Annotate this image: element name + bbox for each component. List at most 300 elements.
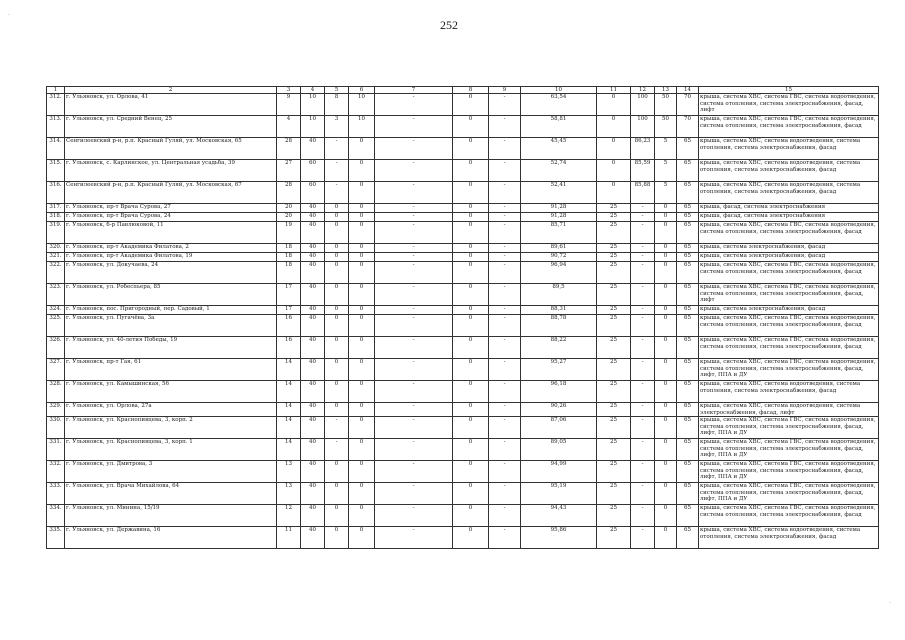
col-5-cell: 0	[325, 253, 349, 262]
col-6-cell: 0	[349, 439, 375, 461]
col-12-cell: -	[631, 222, 655, 244]
col-9-cell: -	[489, 94, 521, 116]
row-number-cell: 319.	[47, 222, 65, 244]
col-3-cell: 13	[277, 483, 301, 505]
col-12-cell: -	[631, 381, 655, 403]
col-3-cell: 9	[277, 94, 301, 116]
col-3-cell: 16	[277, 315, 301, 337]
col-4-cell: 40	[301, 213, 325, 222]
col-11-cell: 25	[597, 262, 631, 284]
col-9-cell: -	[489, 359, 521, 381]
works-list-cell: крыша, система ХВС, система ГВС, система водоотведения, система отопления, система электроснабжения, фасад, лифт, ППА и ДУ	[699, 461, 879, 483]
col-13-cell: 0	[655, 483, 677, 505]
table-row	[47, 381, 879, 403]
col-7-cell: -	[375, 222, 453, 244]
col-3-cell: 18	[277, 262, 301, 284]
col-10-cell: 85,71	[521, 222, 597, 244]
col-12-cell: 86,23	[631, 138, 655, 160]
col-13-cell: 0	[655, 315, 677, 337]
col-4-cell: 40	[301, 381, 325, 403]
address-cell: г. Ульяновск, ул. Дмитрова, 3	[65, 461, 277, 483]
col-4-cell: 40	[301, 417, 325, 439]
row-number-cell: 325.	[47, 315, 65, 337]
address-cell: г. Ульяновск, ул. Краснопивцева, 3, корп. 2	[65, 417, 277, 439]
col-14-cell: 65	[677, 204, 699, 213]
col-9-cell: -	[489, 381, 521, 403]
col-12-cell: 85,88	[631, 182, 655, 204]
row-number-cell: 316.	[47, 182, 65, 204]
col-6-cell: 0	[349, 403, 375, 417]
col-7-cell: -	[375, 160, 453, 182]
col-9-cell: -	[489, 138, 521, 160]
table-row	[47, 337, 879, 359]
address-cell: г. Ульяновск, ул. 40-летия Победы, 19	[65, 337, 277, 359]
col-5-cell: 0	[325, 222, 349, 244]
col-3-cell: 14	[277, 381, 301, 403]
col-7-cell: -	[375, 461, 453, 483]
col-5-cell: -	[325, 160, 349, 182]
col-11-cell: 0	[597, 182, 631, 204]
works-list-cell: крыша, фасад, система электроснабжения	[699, 204, 879, 213]
col-5-cell: 0	[325, 213, 349, 222]
table-row	[47, 204, 879, 213]
works-list-cell: крыша, система ХВС, система ГВС, система водоотведения, система отопления, система электроснабжения, фасад, лифт, ППА и ДУ	[699, 359, 879, 381]
col-13-cell: 0	[655, 417, 677, 439]
address-cell: г. Ульяновск, ул. Краснопивцева, 3, корп. 1	[65, 439, 277, 461]
col-13-cell: 0	[655, 253, 677, 262]
col-8-cell: 0	[453, 244, 489, 253]
col-13-cell: 0	[655, 403, 677, 417]
col-6-cell: 0	[349, 461, 375, 483]
col-11-cell: 25	[597, 483, 631, 505]
address-cell: г. Ульяновск, ул. Докучаева, 24	[65, 262, 277, 284]
col-14-cell: 65	[677, 244, 699, 253]
column-number-cell: 8	[453, 87, 489, 94]
table-row	[47, 527, 879, 549]
col-8-cell: 0	[453, 359, 489, 381]
col-14-cell: 70	[677, 94, 699, 116]
col-12-cell: -	[631, 417, 655, 439]
col-8-cell: 0	[453, 138, 489, 160]
col-10-cell: 88,31	[521, 306, 597, 315]
scan-mark: ·	[889, 600, 891, 607]
col-14-cell: 65	[677, 262, 699, 284]
row-number-cell: 324.	[47, 306, 65, 315]
row-number-cell: 323.	[47, 284, 65, 306]
col-13-cell: 0	[655, 222, 677, 244]
col-14-cell: 65	[677, 315, 699, 337]
col-12-cell: 100	[631, 94, 655, 116]
column-number-cell: 10	[521, 87, 597, 94]
works-list-cell: крыша, система ХВС, система водоотведения, система электроснабжения, фасад, лифт	[699, 403, 879, 417]
col-14-cell: 65	[677, 461, 699, 483]
col-8-cell: 0	[453, 417, 489, 439]
col-6-cell: 0	[349, 262, 375, 284]
column-number-cell: 3	[277, 87, 301, 94]
table-row	[47, 222, 879, 244]
col-10-cell: 96,94	[521, 262, 597, 284]
col-5-cell: -	[325, 417, 349, 439]
col-14-cell: 65	[677, 337, 699, 359]
row-number-cell: 313.	[47, 116, 65, 138]
works-list-cell: крыша, система ХВС, система водоотведения, система отопления, система электроснабжения, фасад	[699, 381, 879, 403]
col-11-cell: 25	[597, 222, 631, 244]
col-3-cell: 4	[277, 116, 301, 138]
column-number-cell: 2	[65, 87, 277, 94]
address-cell: г. Ульяновск, ул. Орлова, 27а	[65, 403, 277, 417]
col-14-cell: 65	[677, 403, 699, 417]
col-3-cell: 12	[277, 505, 301, 527]
col-12-cell: -	[631, 284, 655, 306]
col-10-cell: 58,81	[521, 116, 597, 138]
col-4-cell: 40	[301, 306, 325, 315]
works-list-cell: крыша, система ХВС, система ГВС, система водоотведения, система отопления, система электроснабжения, фасад	[699, 337, 879, 359]
col-11-cell: 0	[597, 94, 631, 116]
row-number-cell: 322.	[47, 262, 65, 284]
col-3-cell: 20	[277, 213, 301, 222]
col-10-cell: 52,41	[521, 182, 597, 204]
col-13-cell: 0	[655, 284, 677, 306]
col-3-cell: 28	[277, 138, 301, 160]
column-number-cell: 7	[375, 87, 453, 94]
col-12-cell: -	[631, 337, 655, 359]
row-number-cell: 317.	[47, 204, 65, 213]
col-11-cell: 25	[597, 527, 631, 549]
col-13-cell: 50	[655, 116, 677, 138]
col-5-cell: 0	[325, 337, 349, 359]
col-10-cell: 91,28	[521, 204, 597, 213]
col-14-cell: 65	[677, 483, 699, 505]
col-4-cell: 40	[301, 222, 325, 244]
col-13-cell: 0	[655, 204, 677, 213]
row-number-cell: 329.	[47, 403, 65, 417]
row-number-cell: 333.	[47, 483, 65, 505]
col-5-cell: 0	[325, 262, 349, 284]
col-6-cell: 0	[349, 417, 375, 439]
col-8-cell: 0	[453, 116, 489, 138]
col-10-cell: 88,22	[521, 337, 597, 359]
col-6-cell: 0	[349, 182, 375, 204]
col-6-cell: 0	[349, 337, 375, 359]
col-7-cell: -	[375, 213, 453, 222]
col-4-cell: 40	[301, 505, 325, 527]
col-14-cell: 65	[677, 439, 699, 461]
col-10-cell: 89,05	[521, 439, 597, 461]
col-7-cell: -	[375, 204, 453, 213]
col-13-cell: 0	[655, 337, 677, 359]
col-11-cell: 25	[597, 253, 631, 262]
address-cell: г. Ульяновск, пр-т Академика Филатова, 2	[65, 244, 277, 253]
works-list-cell: крыша, система ХВС, система ГВС, система водоотведения, система отопления, система электроснабжения, фасад, лифт, ППА и ДУ	[699, 417, 879, 439]
col-3-cell: 19	[277, 222, 301, 244]
col-14-cell: 65	[677, 381, 699, 403]
col-4-cell: 60	[301, 182, 325, 204]
works-list-cell: крыша, система ХВС, система ГВС, система водоотведения, система отопления, система электроснабжения, фасад, лифт	[699, 94, 879, 116]
row-number-cell: 312.	[47, 94, 65, 116]
works-list-cell: крыша, система ХВС, система водоотведения, система отопления, система электроснабжения, фасад	[699, 527, 879, 549]
col-7-cell: -	[375, 253, 453, 262]
column-number-cell: 13	[655, 87, 677, 94]
col-13-cell: 5	[655, 160, 677, 182]
row-number-cell: 314.	[47, 138, 65, 160]
col-3-cell: 11	[277, 527, 301, 549]
works-list-cell: крыша, система электроснабжения, фасад	[699, 306, 879, 315]
col-7-cell: -	[375, 505, 453, 527]
col-12-cell: -	[631, 403, 655, 417]
col-6-cell: 0	[349, 204, 375, 213]
col-10-cell: 90,26	[521, 403, 597, 417]
col-13-cell: 0	[655, 439, 677, 461]
col-11-cell: 25	[597, 284, 631, 306]
col-6-cell: 0	[349, 160, 375, 182]
col-9-cell: -	[489, 403, 521, 417]
col-5-cell: 0	[325, 315, 349, 337]
column-number-cell: 14	[677, 87, 699, 94]
col-7-cell: -	[375, 94, 453, 116]
col-3-cell: 18	[277, 253, 301, 262]
col-5-cell: 0	[325, 381, 349, 403]
col-12-cell: 85,59	[631, 160, 655, 182]
col-14-cell: 65	[677, 359, 699, 381]
works-list-cell: крыша, система ХВС, система водоотведения, система отопления, система электроснабжения, фасад	[699, 160, 879, 182]
register-table	[46, 86, 879, 549]
col-11-cell: 25	[597, 244, 631, 253]
col-8-cell: 0	[453, 222, 489, 244]
col-8-cell: 0	[453, 337, 489, 359]
works-list-cell: крыша, система ХВС, система ГВС, система водоотведения, система отопления, система электроснабжения, фасад, лифт, ППА и ДУ	[699, 483, 879, 505]
col-3-cell: 14	[277, 403, 301, 417]
col-8-cell: 0	[453, 381, 489, 403]
table-row	[47, 138, 879, 160]
col-13-cell: 0	[655, 306, 677, 315]
col-14-cell: 65	[677, 222, 699, 244]
col-4-cell: 40	[301, 315, 325, 337]
col-5-cell: 8	[325, 94, 349, 116]
col-6-cell: 10	[349, 94, 375, 116]
works-list-cell: крыша, система ХВС, система водоотведения, система отопления, система электроснабжения, фасад	[699, 182, 879, 204]
column-number-cell: 15	[699, 87, 879, 94]
col-6-cell: 0	[349, 244, 375, 253]
col-8-cell: 0	[453, 182, 489, 204]
col-11-cell: 25	[597, 381, 631, 403]
col-6-cell: 0	[349, 253, 375, 262]
row-number-cell: 315.	[47, 160, 65, 182]
col-6-cell: 0	[349, 315, 375, 337]
col-12-cell: -	[631, 306, 655, 315]
col-12-cell: 100	[631, 116, 655, 138]
col-12-cell: -	[631, 505, 655, 527]
col-12-cell: -	[631, 483, 655, 505]
column-number-cell: 11	[597, 87, 631, 94]
table-row	[47, 359, 879, 381]
col-3-cell: 14	[277, 359, 301, 381]
col-5-cell: 0	[325, 359, 349, 381]
table-row	[47, 417, 879, 439]
col-9-cell: -	[489, 213, 521, 222]
col-11-cell: 25	[597, 403, 631, 417]
row-number-cell: 321.	[47, 253, 65, 262]
col-13-cell: 0	[655, 527, 677, 549]
col-4-cell: 40	[301, 527, 325, 549]
table-row	[47, 253, 879, 262]
col-10-cell: 90,72	[521, 253, 597, 262]
col-7-cell: -	[375, 244, 453, 253]
col-6-cell: 0	[349, 138, 375, 160]
column-number-cell: 4	[301, 87, 325, 94]
address-cell: г. Ульяновск, б-р Павлюковой, 11	[65, 222, 277, 244]
col-6-cell: 0	[349, 359, 375, 381]
table-row	[47, 315, 879, 337]
col-9-cell: -	[489, 116, 521, 138]
table-row	[47, 160, 879, 182]
col-9-cell: -	[489, 439, 521, 461]
col-8-cell: 0	[453, 403, 489, 417]
works-list-cell: крыша, система ХВС, система ГВС, система водоотведения, система отопления, система электроснабжения, фасад	[699, 116, 879, 138]
col-6-cell: 0	[349, 284, 375, 306]
col-8-cell: 0	[453, 213, 489, 222]
col-13-cell: 0	[655, 381, 677, 403]
table-row	[47, 284, 879, 306]
col-4-cell: 40	[301, 403, 325, 417]
address-cell: г. Ульяновск, ул. Пугачёва, 3а	[65, 315, 277, 337]
works-list-cell: крыша, система ХВС, система ГВС, система водоотведения, система отопления, система электроснабжения, фасад	[699, 222, 879, 244]
col-9-cell: -	[489, 483, 521, 505]
address-cell: г. Ульяновск, ул. Орлова, 41	[65, 94, 277, 116]
col-6-cell: 0	[349, 505, 375, 527]
col-6-cell: 0	[349, 527, 375, 549]
row-number-cell: 334.	[47, 505, 65, 527]
col-14-cell: 65	[677, 527, 699, 549]
col-11-cell: 0	[597, 138, 631, 160]
table-row	[47, 262, 879, 284]
col-12-cell: -	[631, 359, 655, 381]
address-cell: Сенгилеевский р-н, р.п. Красный Гуляй, ул. Московская, 67	[65, 182, 277, 204]
works-list-cell: крыша, система ХВС, система ГВС, система водоотведения, система отопления, система электроснабжения, фасад	[699, 262, 879, 284]
col-12-cell: -	[631, 262, 655, 284]
col-10-cell: 87,06	[521, 417, 597, 439]
col-7-cell: -	[375, 403, 453, 417]
col-10-cell: 88,78	[521, 315, 597, 337]
col-7-cell: -	[375, 116, 453, 138]
col-10-cell: 89,5	[521, 284, 597, 306]
col-14-cell: 65	[677, 253, 699, 262]
address-cell: г. Ульяновск, пос. Пригородный, пер. Садовый, 1	[65, 306, 277, 315]
col-10-cell: 89,61	[521, 244, 597, 253]
col-8-cell: 0	[453, 94, 489, 116]
column-number-cell: 6	[349, 87, 375, 94]
col-12-cell: -	[631, 315, 655, 337]
col-6-cell: 0	[349, 483, 375, 505]
col-10-cell: 45,45	[521, 138, 597, 160]
col-3-cell: 28	[277, 182, 301, 204]
col-14-cell: 65	[677, 138, 699, 160]
col-4-cell: 40	[301, 284, 325, 306]
col-5-cell: 0	[325, 244, 349, 253]
col-13-cell: 0	[655, 244, 677, 253]
col-10-cell: 95,27	[521, 359, 597, 381]
col-3-cell: 16	[277, 337, 301, 359]
col-7-cell: -	[375, 483, 453, 505]
address-cell: г. Ульяновск, пр-т Академика Филатова, 19	[65, 253, 277, 262]
address-cell: г. Ульяновск, ул. Камышинская, 56	[65, 381, 277, 403]
col-3-cell: 14	[277, 417, 301, 439]
col-4-cell: 40	[301, 461, 325, 483]
col-11-cell: 0	[597, 160, 631, 182]
col-6-cell: 0	[349, 222, 375, 244]
col-3-cell: 20	[277, 204, 301, 213]
col-14-cell: 65	[677, 505, 699, 527]
col-14-cell: 65	[677, 306, 699, 315]
col-10-cell: 95,86	[521, 527, 597, 549]
col-3-cell: 14	[277, 439, 301, 461]
address-cell: г. Ульяновск, ул. Минина, 15/19	[65, 505, 277, 527]
col-7-cell: -	[375, 527, 453, 549]
col-8-cell: 0	[453, 483, 489, 505]
col-12-cell: -	[631, 244, 655, 253]
address-cell: г. Ульяновск, пр-т Врача Сурова, 24	[65, 213, 277, 222]
col-13-cell: 50	[655, 94, 677, 116]
col-11-cell: 25	[597, 505, 631, 527]
address-cell: Сенгилеевский р-н, р.п. Красный Гуляй, ул. Московская, 65	[65, 138, 277, 160]
col-12-cell: -	[631, 204, 655, 213]
address-cell: г. Ульяновск, пр-т Гая, 61	[65, 359, 277, 381]
col-13-cell: 5	[655, 138, 677, 160]
col-12-cell: -	[631, 253, 655, 262]
col-7-cell: -	[375, 262, 453, 284]
col-4-cell: 40	[301, 483, 325, 505]
table-row	[47, 116, 879, 138]
col-8-cell: 0	[453, 262, 489, 284]
col-10-cell: 94,99	[521, 461, 597, 483]
col-14-cell: 65	[677, 284, 699, 306]
works-list-cell: крыша, система ХВС, система водоотведения, система отопления, система электроснабжения, фасад	[699, 138, 879, 160]
col-7-cell: -	[375, 337, 453, 359]
col-11-cell: 25	[597, 359, 631, 381]
table-row	[47, 94, 879, 116]
table-row	[47, 439, 879, 461]
column-number-cell: 5	[325, 87, 349, 94]
col-13-cell: 0	[655, 505, 677, 527]
col-7-cell: -	[375, 315, 453, 337]
col-11-cell: 25	[597, 461, 631, 483]
table-row	[47, 182, 879, 204]
col-5-cell: 0	[325, 306, 349, 315]
table-row	[47, 505, 879, 527]
col-3-cell: 17	[277, 284, 301, 306]
col-8-cell: 0	[453, 527, 489, 549]
col-7-cell: -	[375, 381, 453, 403]
col-8-cell: 0	[453, 204, 489, 213]
col-4-cell: 40	[301, 359, 325, 381]
col-10-cell: 94,43	[521, 505, 597, 527]
col-11-cell: 25	[597, 439, 631, 461]
col-7-cell: -	[375, 359, 453, 381]
col-14-cell: 70	[677, 116, 699, 138]
col-9-cell: -	[489, 315, 521, 337]
col-9-cell: -	[489, 505, 521, 527]
col-4-cell: 60	[301, 160, 325, 182]
row-number-cell: 335.	[47, 527, 65, 549]
col-7-cell: -	[375, 439, 453, 461]
col-9-cell: -	[489, 284, 521, 306]
column-number-cell: 1	[47, 87, 65, 94]
row-number-cell: 331.	[47, 439, 65, 461]
page-number: 252	[440, 18, 458, 32]
col-8-cell: 0	[453, 439, 489, 461]
row-number-cell: 330.	[47, 417, 65, 439]
col-13-cell: 0	[655, 461, 677, 483]
col-9-cell: -	[489, 306, 521, 315]
